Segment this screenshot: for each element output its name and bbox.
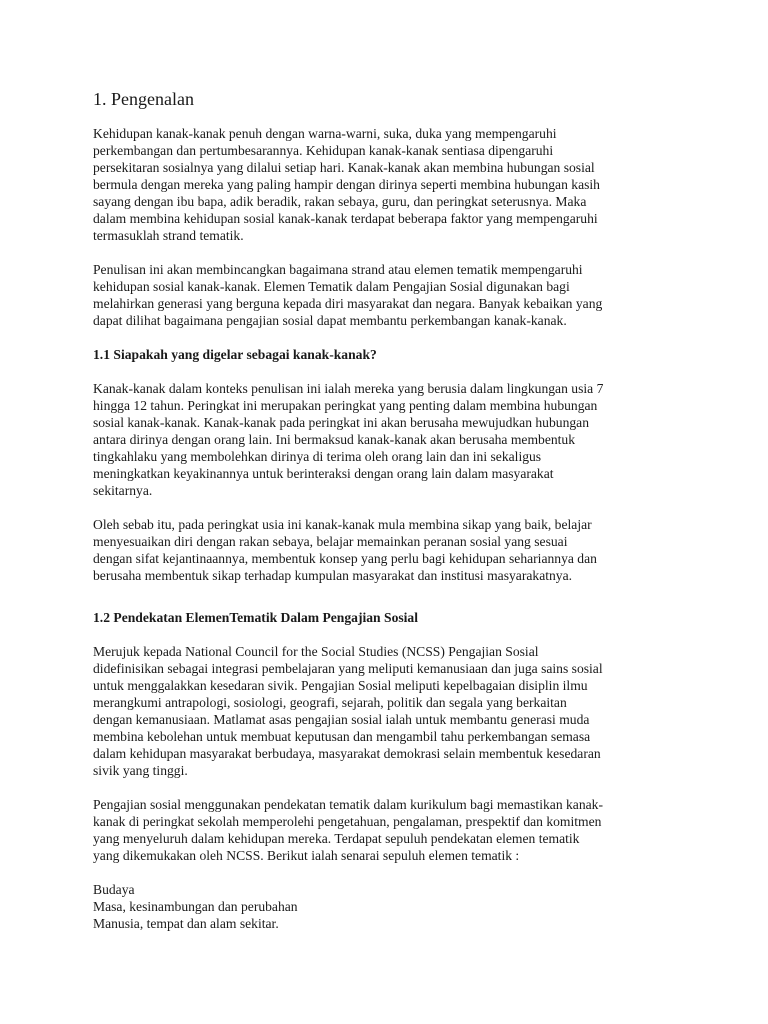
text-line: yang dikemukakan oleh NCSS. Berikut ialah senarai sepuluh elemen tematik : xyxy=(93,848,520,863)
text-line: Penulisan ini akan membincangkan bagaimana strand atau elemen tematik mempengaruhi xyxy=(93,262,583,277)
text-line: membina kebolehan untuk membuat keputusan dan mengambil tahu perkembangan semasa xyxy=(93,729,591,744)
intro-paragraph-1 xyxy=(93,125,693,244)
text-line: Kehidupan kanak-kanak penuh dengan warna-warni, suka, duka yang mempengaruhi xyxy=(93,126,557,141)
section-1-paragraph-1 xyxy=(93,380,693,499)
intro-paragraph-2 xyxy=(93,261,693,329)
text-line: didefinisikan sebagai integrasi pembelajaran yang meliputi kemanusiaan dan juga sains sosial xyxy=(93,661,603,676)
text-line: sosial kanak-kanak. Kanak-kanak pada peringkat ini akan berusaha mewujudkan hubungan xyxy=(93,415,589,430)
text-line: termasuklah strand tematik. xyxy=(93,228,244,243)
text-line: kehidupan sosial kanak-kanak. Elemen Tematik dalam Pengajian Sosial digunakan bagi xyxy=(93,279,570,294)
list-item: Manusia, tempat dan alam sekitar. xyxy=(93,916,279,931)
text-line: kanak di peringkat sekolah memperolehi pengetahuan, pengalaman, prespektif dan komitmen xyxy=(93,814,602,829)
text-line: meningkatkan keyakinannya untuk berinteraksi dengan orang lain dalam masyarakat xyxy=(93,466,554,481)
text-line: dapat dilihat bagaimana pengajian sosial dapat membantu perkembangan kanak-kanak. xyxy=(93,313,567,328)
page-title: 1. Pengenalan xyxy=(93,89,194,109)
section-1-title: 1.1 Siapakah yang digelar sebagai kanak-kanak? xyxy=(93,347,377,362)
text-line: Pengajian sosial menggunakan pendekatan tematik dalam kurikulum bagi memastikan kanak- xyxy=(93,797,603,812)
text-line: dalam membina kehidupan sosial kanak-kanak terdapat beberapa faktor yang mempengaruhi xyxy=(93,211,598,226)
text-line: berusaha membentuk sikap terhadap kumpulan masyarakat dan institusi masyarakatnya. xyxy=(93,568,573,583)
list-item: Budaya xyxy=(93,882,135,897)
text-line: dengan sifat kejantinaannya, membentuk konsep yang perlu bagi kehidupan sehariannya dan xyxy=(93,551,597,566)
text-line: hingga 12 tahun. Peringkat ini merupakan peringkat yang penting dalam membina hubungan xyxy=(93,398,598,413)
text-line: perkembangan dan pertumbesarannya. Kehidupan kanak-kanak sentiasa dipengaruhi xyxy=(93,143,554,158)
section-2-title: 1.2 Pendekatan ElemenTematik Dalam Pengajian Sosial xyxy=(93,610,419,625)
section-1-paragraph-2 xyxy=(93,516,693,584)
section-2-paragraph-2 xyxy=(93,796,693,864)
document-page xyxy=(93,88,693,932)
text-line: Merujuk kepada National Council for the Social Studies (NCSS) Pengajian Sosial xyxy=(93,644,539,659)
text-line: persekitaran sosialnya yang dilalui setiap hari. Kanak-kanak akan membina hubungan sosial xyxy=(93,160,595,175)
text-line: melahirkan generasi yang berguna kepada diri masyarakat dan negara. Banyak kebaikan yang xyxy=(93,296,603,311)
text-line: untuk menggalakkan kesedaran sivik. Pengajian Sosial meliputi kepelbagaian disiplin ilmu xyxy=(93,678,588,693)
theme-list xyxy=(93,881,693,932)
text-line: merangkumi antrapologi, sosiologi, geografi, sejarah, politik dan segala yang berkaitan xyxy=(93,695,567,710)
text-line: sekitarnya. xyxy=(93,483,153,498)
list-item: Masa, kesinambungan dan perubahan xyxy=(93,899,298,914)
text-line: dengan kemanusiaan. Matlamat asas pengajian sosial ialah untuk membantu generasi muda xyxy=(93,712,590,727)
text-line: sayang dengan ibu bapa, adik beradik, rakan sebaya, guru, dan peringkat seterusnya. Maka xyxy=(93,194,587,209)
text-line: menyesuaikan diri dengan rakan sebaya, belajar memainkan peranan sosial yang sesuai xyxy=(93,534,568,549)
text-line: yang menyeluruh dalam kehidupan mereka. Terdapat sepuluh pendekatan elemen tematik xyxy=(93,831,580,846)
text-line: Oleh sebab itu, pada peringkat usia ini kanak-kanak mula membina sikap yang baik, belajar xyxy=(93,517,592,532)
text-line: Kanak-kanak dalam konteks penulisan ini ialah mereka yang berusia dalam lingkungan usia 7 xyxy=(93,381,604,396)
text-line: bermula dengan mereka yang paling hampir dengan dirinya seperti membina hubungan kasih xyxy=(93,177,600,192)
text-line: tingkahlaku yang membolehkan dirinya di terima oleh orang lain dan ini sekaligus xyxy=(93,449,542,464)
text-line: dalam kehidupan masyarakat berbudaya, masyarakat demokrasi selain membentuk kesedaran xyxy=(93,746,601,761)
section-2-paragraph-1 xyxy=(93,643,693,779)
text-line: sivik yang tinggi. xyxy=(93,763,188,778)
text-line: antara dirinya dengan orang lain. Ini bermaksud kanak-kanak akan berusaha membentuk xyxy=(93,432,576,447)
